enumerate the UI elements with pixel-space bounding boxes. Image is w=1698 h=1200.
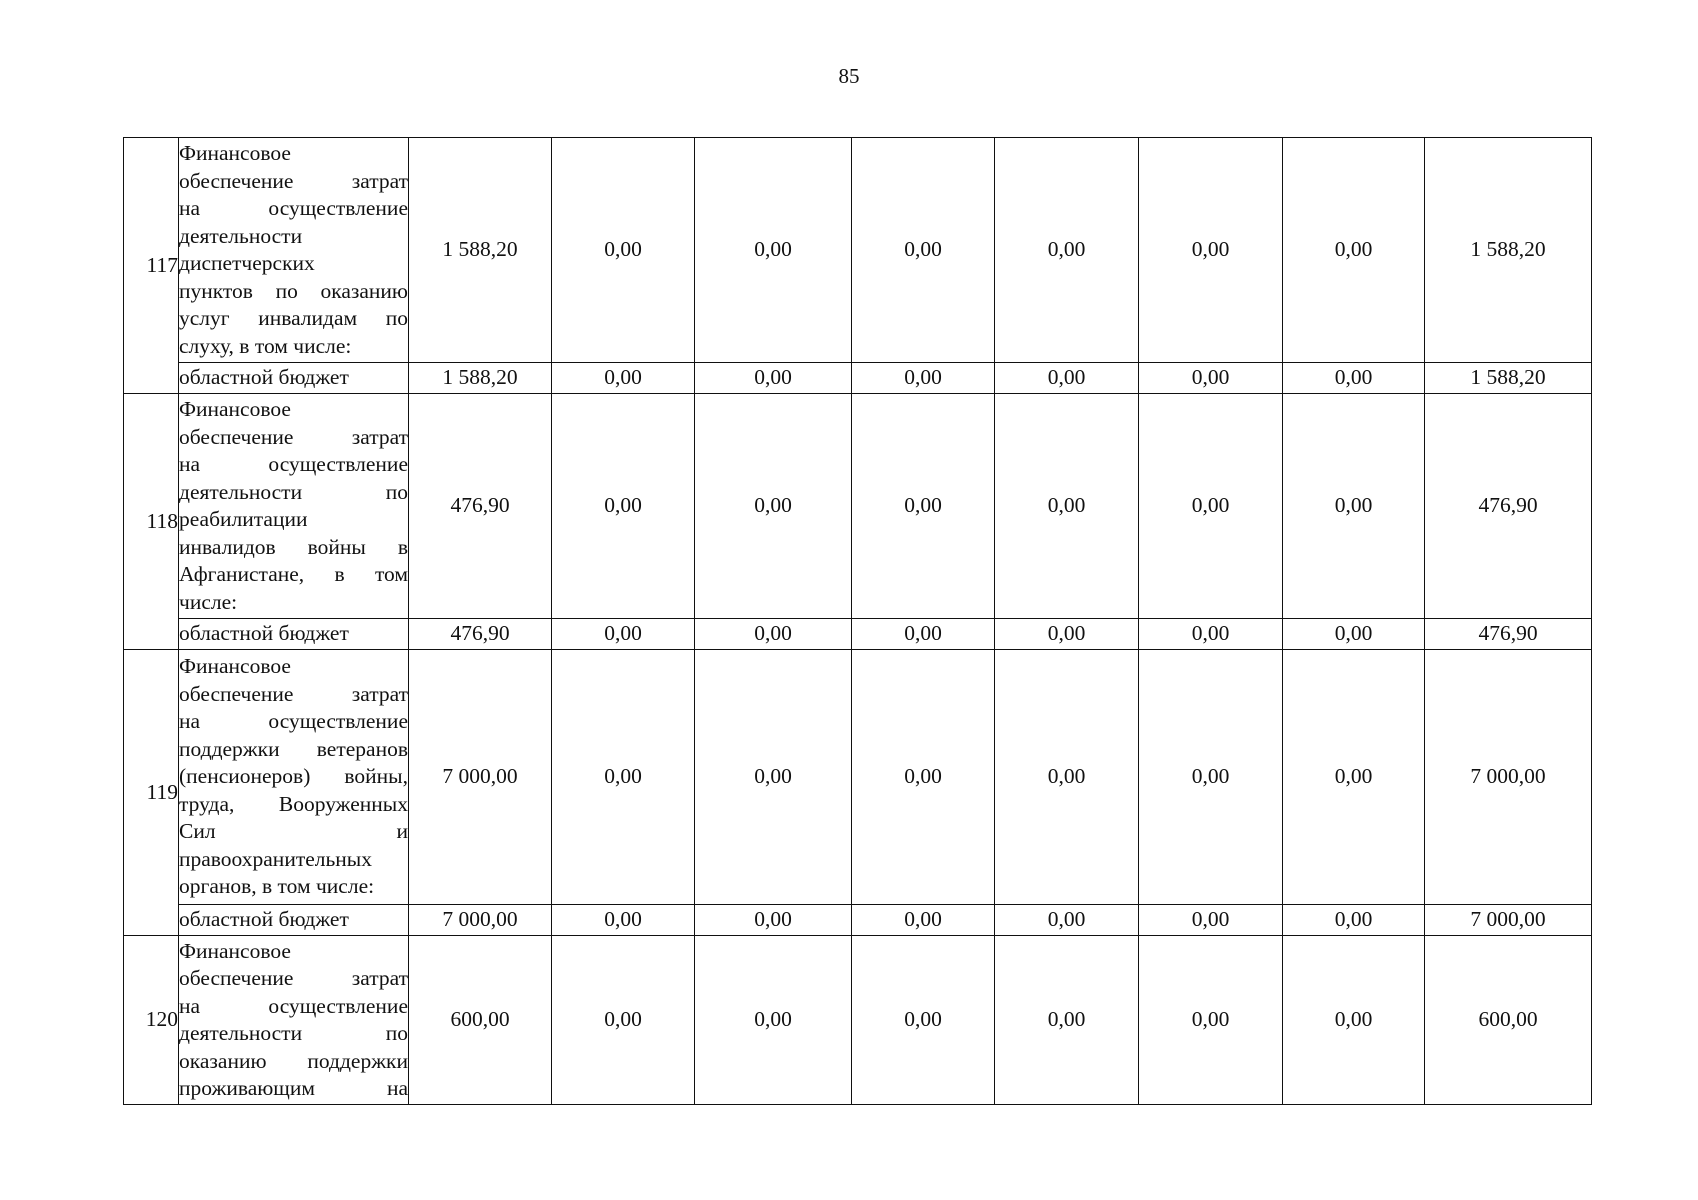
description-line: Финансовое [179,654,291,679]
description-line: деятельности [179,223,303,248]
description-line: инвалидов войны в [179,534,408,559]
description-line: пунктов по оказанию [179,278,408,303]
description-line: числе: [179,589,238,614]
value-cell: 0,00 [852,394,995,619]
description-line: оказанию поддержки [179,1048,408,1073]
sub-value-cell: 7 000,00 [409,905,552,936]
row-description [179,394,409,619]
description-line: обеспечение затрат [179,681,408,706]
value-cell: 0,00 [552,936,695,1105]
sub-value-cell: 0,00 [852,619,995,650]
value-cell: 0,00 [995,138,1139,363]
value-cell: 1 588,20 [1425,138,1592,363]
description-line: Финансовое [179,397,291,421]
sub-value-cell: 0,00 [995,619,1139,650]
description-line: деятельности по [179,479,408,504]
description-line: диспетчерских [179,251,315,275]
table-row-regional-budget [124,619,1592,650]
value-cell: 600,00 [1425,936,1592,1105]
sub-value-cell: 0,00 [1139,363,1283,394]
table-row [124,650,1592,905]
value-cell: 0,00 [1283,394,1425,619]
value-cell: 0,00 [852,138,995,363]
sub-value-cell: 0,00 [695,363,852,394]
sub-value-cell: 0,00 [1283,363,1425,394]
value-cell: 600,00 [409,936,552,1105]
sub-value-cell: 0,00 [852,363,995,394]
value-cell: 1 588,20 [409,138,552,363]
value-cell: 0,00 [1139,394,1283,619]
sub-value-cell: 7 000,00 [1425,905,1592,936]
value-cell: 0,00 [995,936,1139,1105]
description-line: реабилитации [179,507,308,531]
sub-value-cell: 0,00 [695,905,852,936]
description-line: Сил и [179,819,408,844]
description-line: на осуществление [179,993,408,1018]
sub-value-cell: 476,90 [1425,619,1592,650]
value-cell: 0,00 [852,936,995,1105]
value-cell: 0,00 [552,138,695,363]
sub-value-cell: 0,00 [1283,619,1425,650]
sub-value-cell: 1 588,20 [409,363,552,394]
description-line: правоохранительных [179,846,372,871]
description-line: поддержки ветеранов [179,736,408,761]
sub-value-cell: 0,00 [695,619,852,650]
value-cell: 0,00 [1139,650,1283,905]
description-line: Афганистане, в том [179,562,408,586]
description-line: на осуществление [179,709,408,734]
sub-value-cell: 0,00 [1139,905,1283,936]
table-row [124,138,1592,363]
row-index: 120 [124,936,179,1105]
sub-row-label: областной бюджет [179,619,409,650]
description-line: услуг инвалидам по [179,306,408,330]
value-cell: 0,00 [1283,138,1425,363]
value-cell: 0,00 [552,650,695,905]
value-cell: 0,00 [695,394,852,619]
description-line: обеспечение затрат [179,168,408,193]
page-number: 85 [838,64,860,88]
description-line: органов, в том числе: [179,874,375,899]
description-line: обеспечение затрат [179,424,408,449]
budget-table [123,137,1592,1105]
sub-row-label: областной бюджет [179,905,409,936]
description-line: проживающим на [179,1076,408,1100]
description-line: труда, Вооруженных [179,791,408,816]
value-cell: 7 000,00 [409,650,552,905]
sub-value-cell: 0,00 [552,363,695,394]
sub-value-cell: 0,00 [852,905,995,936]
value-cell: 476,90 [409,394,552,619]
table-row [124,936,1592,1105]
value-cell: 0,00 [695,650,852,905]
value-cell: 0,00 [1283,936,1425,1105]
sub-value-cell: 0,00 [995,363,1139,394]
description-line: обеспечение затрат [179,966,408,990]
description-line: Финансовое [179,141,291,165]
row-index: 117 [124,138,179,394]
table-row [124,394,1592,619]
description-line: Финансовое [179,938,291,963]
sub-value-cell: 0,00 [1283,905,1425,936]
sub-value-cell: 1 588,20 [1425,363,1592,394]
description-line: деятельности по [179,1021,408,1045]
value-cell: 7 000,00 [1425,650,1592,905]
description-line: на осуществление [179,196,408,220]
row-description [179,936,409,1105]
value-cell: 0,00 [852,650,995,905]
value-cell: 0,00 [1139,138,1283,363]
sub-value-cell: 0,00 [1139,619,1283,650]
row-index: 119 [124,650,179,936]
description-line: на осуществление [179,452,408,476]
value-cell: 0,00 [1139,936,1283,1105]
sub-value-cell: 0,00 [552,905,695,936]
value-cell: 0,00 [995,394,1139,619]
sub-value-cell: 0,00 [995,905,1139,936]
value-cell: 0,00 [552,394,695,619]
sub-value-cell: 0,00 [552,619,695,650]
value-cell: 0,00 [695,138,852,363]
description-line: (пенсионеров) войны, [179,764,408,789]
value-cell: 476,90 [1425,394,1592,619]
sub-row-label: областной бюджет [179,363,409,394]
value-cell: 0,00 [995,650,1139,905]
table-row-regional-budget [124,905,1592,936]
value-cell: 0,00 [1283,650,1425,905]
row-index: 118 [124,394,179,650]
value-cell: 0,00 [695,936,852,1105]
table-row-regional-budget [124,363,1592,394]
description-line: слуху, в том числе: [179,333,352,358]
sub-value-cell: 476,90 [409,619,552,650]
row-description [179,138,409,363]
row-description [179,650,409,905]
